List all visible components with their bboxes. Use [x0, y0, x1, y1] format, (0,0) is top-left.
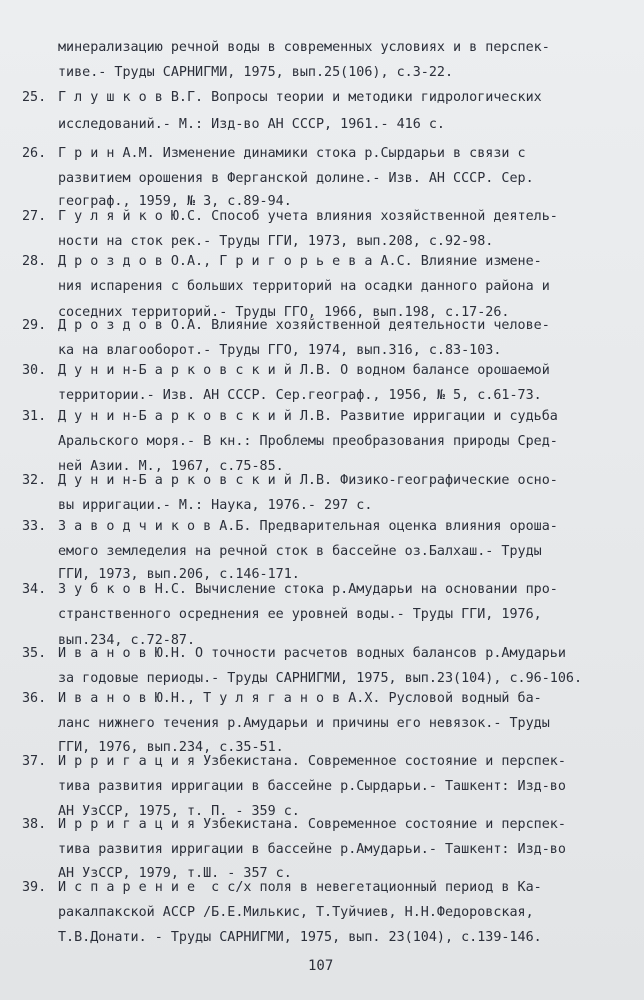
reference-line: Д р о з д о в О.А., Г р и г о р ь е в а А.С. Влияние измене- [58, 254, 542, 269]
entry-number: 26. [22, 146, 47, 161]
reference-line: емого земледелия на речной сток в бассейне оз.Балхаш.- Труды [58, 544, 542, 559]
reference-line: Аральского моря.- В кн.: Проблемы преобразования природы Сред- [58, 434, 558, 449]
reference-line: ГГИ, 1973, вып.206, с.146-171. [58, 567, 300, 582]
entry-number: 32. [22, 473, 47, 488]
reference-line: И р р и г а ц и я Узбекистана. Современное состояние и перспек- [58, 817, 566, 832]
entry-number: 35. [22, 646, 47, 661]
reference-line: ракалпакской АССР /Б.Е.Милькис, Т.Туйчиев, Н.Н.Федоровская, [58, 905, 534, 920]
reference-line: тива развития ирригации в бассейне р.Сырдарьи.- Ташкент: Изд-во [58, 779, 566, 794]
reference-line: И в а н о в Ю.Н., Т у л я г а н о в А.Х. Русловой водный ба- [58, 691, 542, 706]
entry-number: 25. [22, 90, 47, 105]
reference-line: Г р и н А.М. Изменение динамики стока р.Сырдарьи в связи с [58, 146, 526, 161]
reference-line: Г л у ш к о в В.Г. Вопросы теории и методики гидрологических [58, 90, 542, 105]
reference-line: АН УзССР, 1975, т. П. - 359 с. [58, 804, 300, 819]
entry-number: 34. [22, 582, 47, 597]
reference-line: географ., 1959, № 3, с.89-94. [58, 194, 292, 209]
reference-line: исследований.- М.: Изд-во АН СССР, 1961.- 416 с. [58, 117, 445, 132]
reference-line: ния испарения с больших территорий на осадки данного района и [58, 279, 550, 294]
reference-line: АН УзССР, 1979, т.Ш. - 357 с. [58, 866, 292, 881]
reference-line: ней Азии. М., 1967, с.75-85. [58, 459, 284, 474]
entry-number: 31. [22, 409, 47, 424]
reference-line: ности на сток рек.- Труды ГГИ, 1973, вып.208, с.92-98. [58, 234, 494, 249]
entry-number: 38. [22, 817, 47, 832]
entry-number: 39. [22, 880, 47, 895]
reference-line: странственного осреднения ее уровней воды.- Труды ГГИ, 1976, [58, 607, 542, 622]
reference-line: З у б к о в Н.С. Вычисление стока р.Амударьи на основании про- [58, 582, 558, 597]
page-number: 107 [308, 958, 334, 974]
reference-line: тива развития ирригации в бассейне р.Амударьи.- Ташкент: Изд-во [58, 842, 566, 857]
entry-number: 36. [22, 691, 47, 706]
reference-line: Д у н и н-Б а р к о в с к и й Л.В. Физико-географические осно- [58, 473, 558, 488]
entry-number: 30. [22, 363, 47, 378]
reference-line: развитием орошения в Ферганской долине.- Изв. АН СССР. Сер. [58, 171, 534, 186]
reference-line: ланс нижнего течения р.Амударьи и причины его невязок.- Труды [58, 716, 550, 731]
reference-line: вы ирригации.- М.: Наука, 1976.- 297 с. [58, 498, 373, 513]
entry-number: 33. [22, 519, 47, 534]
reference-line: Г у л я й к о Ю.С. Способ учета влияния хозяйственной деятель- [58, 209, 558, 224]
entry-number: 28. [22, 254, 47, 269]
reference-line: Д у н и н-Б а р к о в с к и й Л.В. Развитие ирригации и судьба [58, 409, 558, 424]
reference-line: ка на влагооборот.- Труды ГГО, 1974, вып.316, с.83-103. [58, 343, 502, 358]
entry-number: 29. [22, 318, 47, 333]
reference-line: минерализацию речной воды в современных условиях и в перспек- [58, 40, 550, 55]
reference-line: соседних территорий.- Труды ГГО, 1966, вып.198, с.17-26. [58, 305, 510, 320]
reference-line: И в а н о в Ю.Н. О точности расчетов водных балансов р.Амударьи [58, 646, 566, 661]
reference-line: Д р о з д о в О.А. Влияние хозяйственной деятельности челове- [58, 318, 550, 333]
entry-number: 27. [22, 209, 47, 224]
reference-line: ГГИ, 1976, вып.234, с.35-51. [58, 740, 284, 755]
reference-line: за годовые периоды.- Труды САРНИГМИ, 1975, вып.23(104), с.96-106. [58, 671, 583, 686]
reference-line: И р р и г а ц и я Узбекистана. Современное состояние и перспек- [58, 754, 566, 769]
reference-line: З а в о д ч и к о в А.Б. Предварительная оценка влияния ороша- [58, 519, 558, 534]
reference-line: Т.В.Донати. - Труды САРНИГМИ, 1975, вып. 23(104), с.139-146. [58, 930, 542, 945]
entry-number: 37. [22, 754, 47, 769]
reference-line: вып.234, с.72-87. [58, 633, 196, 648]
reference-line: Д у н и н-Б а р к о в с к и й Л.В. О водном балансе орошаемой [58, 363, 550, 378]
reference-line: И с п а р е н и е с с/х поля в невегетационный период в Ка- [58, 880, 542, 895]
reference-line: тиве.- Труды САРНИГМИ, 1975, вып.25(106), с.3-22. [58, 65, 454, 80]
reference-line: территории.- Изв. АН СССР. Сер.географ., 1956, № 5, с.61-73. [58, 388, 542, 403]
